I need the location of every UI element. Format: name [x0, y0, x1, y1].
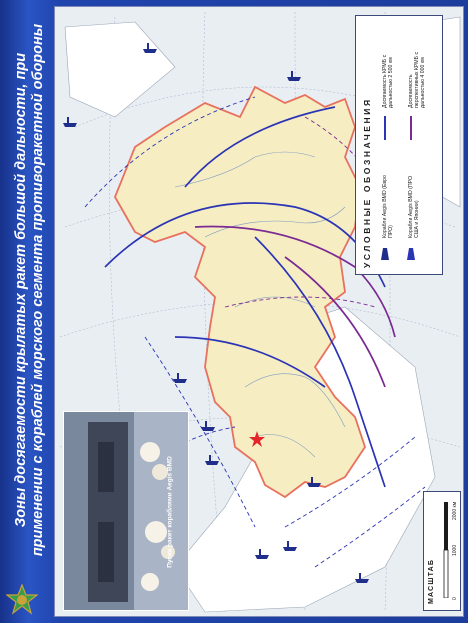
title-strip — [0, 0, 60, 623]
map — [54, 6, 464, 617]
photo-caption: Пуски ракет кораблями Aegis BMD — [166, 456, 174, 568]
ship-icon — [406, 248, 418, 262]
scale-title: МАСШТАБ — [428, 558, 435, 604]
ship-icon — [63, 117, 77, 127]
legend-item-ship-euro: Корабли Aegis BMD (Евро ПРО) — [382, 175, 394, 238]
legend-title: УСЛОВНЫЕ ОБОЗНАЧЕНИЯ — [362, 97, 372, 268]
legend-item-range-4000: Досягаемость перспективных КРМБ с дальностью 4 000 км — [408, 51, 426, 108]
aegis-photo — [63, 411, 189, 611]
ship-icon — [287, 71, 301, 81]
slide-title — [13, 10, 47, 570]
scale-tick-1000: 1000 — [452, 544, 458, 556]
legend-line-purple — [408, 116, 414, 140]
emblem-icon — [6, 584, 38, 616]
legend-line-blue — [382, 116, 388, 140]
scale — [423, 491, 461, 611]
legend-item-range-2500: Досягаемость КРМБ с дальностью 2 500 км — [382, 54, 394, 108]
legend-item-ship-usa: Корабли Aegis BMD (ПРО США и Японии) — [408, 175, 420, 238]
ship-icon — [380, 248, 392, 262]
title-line-2: применении с кораблей морского сегмента противоракетной обороны — [30, 23, 46, 557]
scale-tick-2000: 2000 км — [452, 501, 458, 520]
title-line-1: Зоны досягаемости крылатых ракет большой дальности, при — [13, 52, 29, 528]
scale-bar — [442, 502, 450, 598]
ship-icon — [173, 373, 187, 383]
ship-icon — [201, 421, 215, 431]
scale-tick-0: 0 — [452, 597, 458, 600]
legend — [355, 15, 443, 275]
ship-icon — [205, 455, 219, 465]
